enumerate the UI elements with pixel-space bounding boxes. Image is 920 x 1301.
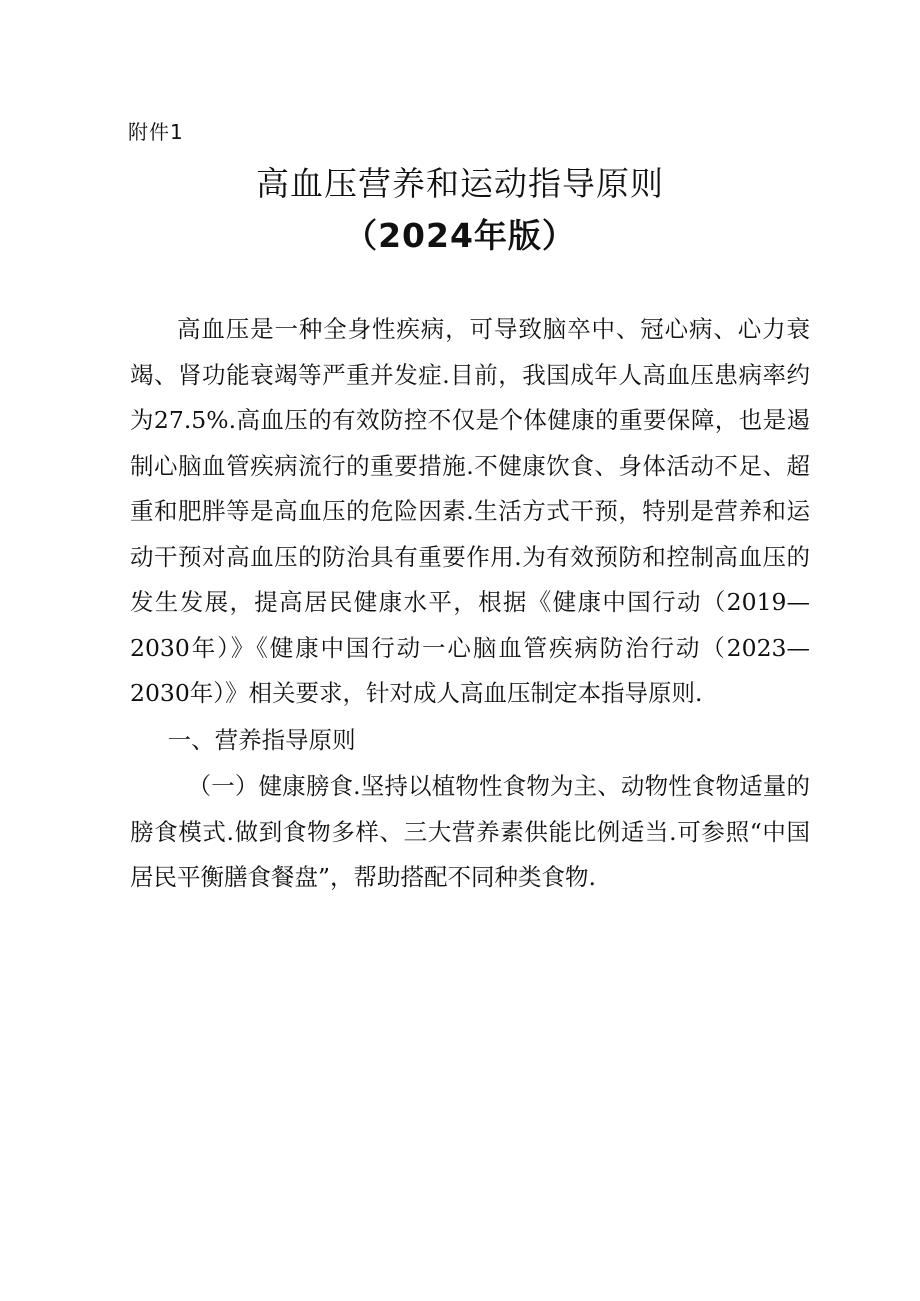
- document-body: [130, 307, 810, 901]
- intro-paragraph: 高血压是一种全身性疾病，可导致脑卒中、冠心病、心力衰竭、肾功能衰竭等严重并发症.目前，我国成年人高血压患病率约为27.5%.高血压的有效防控不仅是个体健康的重要保障，也是遏制心脑血管疾病流行的重要措施.不健康饮食、身体活动不足、超重和肥胖等是高血压的危险因素.生活方式干预，特别是营养和运动干预对高血压的防治具有重要作用.为有效预防和控制高血压的发生发展，提高居民健康水平，根据《健康中国行动（2019—2030年）》《健康中国行动一心脑血管疾病防治行动（2023—2030年）》相关要求，针对成人高血压制定本指导原则.: [130, 315, 810, 707]
- attachment-label: 附件1: [128, 120, 184, 144]
- section-heading-nutrition: 一、营养指导原则: [167, 725, 356, 754]
- subsection-paragraph-healthy-diet: （一）健康膀食.坚持以植物性食物为主、动物性食物适量的膀食模式.做到食物多样、三大营养素供能比例适当.可参照“中国居民平衡膳食餐盘”，帮助搭配不同种类食物.: [130, 772, 810, 891]
- document-title: 高血压营养和运动指导原则: [256, 164, 664, 203]
- document-subtitle: （2024年版）: [344, 216, 576, 255]
